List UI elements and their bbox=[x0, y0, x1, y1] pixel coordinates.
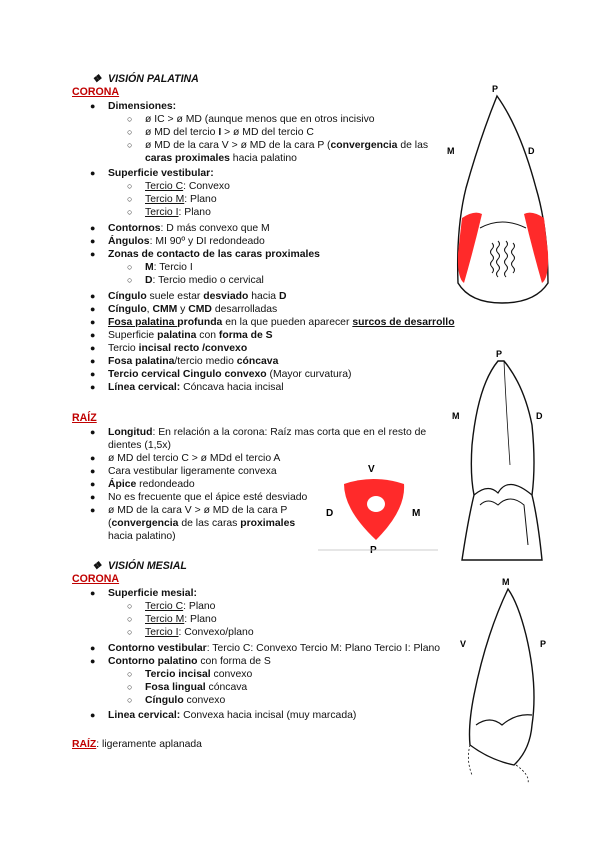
circle-icon: ○ bbox=[127, 194, 133, 204]
bullet-icon: ● bbox=[90, 588, 96, 598]
circle-icon: ○ bbox=[127, 262, 133, 272]
tooth-figure-palatal-2 bbox=[448, 345, 558, 570]
dim-item-3: ø MD de la cara V > ø MD de la cara P (convergencia de las bbox=[145, 140, 429, 151]
label-m: M bbox=[502, 577, 510, 587]
tooth-figure-mesial bbox=[450, 575, 560, 785]
bullet-icon: ● bbox=[90, 656, 96, 666]
label-m: M bbox=[447, 146, 455, 156]
sm-tercio-i: Tercio I: Convexo/plano bbox=[145, 627, 254, 638]
circle-icon: ○ bbox=[127, 601, 133, 611]
raiz-item-2: Cara vestibular ligeramente convexa bbox=[108, 466, 277, 477]
dimensiones-label: Dimensiones: bbox=[108, 101, 177, 112]
label-p: P bbox=[540, 639, 547, 649]
bullet-icon: ● bbox=[90, 505, 96, 515]
cp-fosa-lingual: Fosa lingual cóncava bbox=[145, 682, 248, 693]
circle-icon: ○ bbox=[127, 140, 133, 150]
bullet-icon: ● bbox=[90, 343, 96, 353]
tooth-figure-palatal bbox=[440, 78, 565, 313]
bullet-icon: ● bbox=[90, 168, 96, 178]
circle-icon: ○ bbox=[127, 181, 133, 191]
sm-tercio-c: Tercio C: Plano bbox=[145, 601, 216, 612]
diamond-icon: ❖ bbox=[92, 560, 102, 572]
superficie-palatina: Superficie palatina con forma de S bbox=[108, 330, 273, 341]
circle-icon: ○ bbox=[127, 682, 133, 692]
sv-tercio-c: Tercio C: Convexo bbox=[145, 181, 230, 192]
sup-mesial-label: Superficie mesial: bbox=[108, 588, 197, 599]
circle-icon: ○ bbox=[127, 627, 133, 637]
label-m: M bbox=[412, 508, 421, 519]
bullet-icon: ● bbox=[90, 643, 96, 653]
section-heading-mesial: VISIÓN MESIAL bbox=[108, 560, 187, 572]
sup-vestibular-label: Superficie vestibular: bbox=[108, 168, 214, 179]
raiz-item-5: ø MD de la cara V > ø MD de la cara P bbox=[108, 505, 288, 516]
sm-tercio-m: Tercio M: Plano bbox=[145, 614, 217, 625]
bullet-icon: ● bbox=[90, 710, 96, 720]
bullet-icon: ● bbox=[90, 466, 96, 476]
tooth-outline bbox=[462, 361, 542, 560]
circle-icon: ○ bbox=[127, 275, 133, 285]
tercio-cervical: Tercio cervical Cingulo convexo (Mayor curvatura) bbox=[108, 369, 352, 380]
dim-item-3-cont: caras proximales hacia palatino bbox=[145, 153, 297, 164]
dim-item-2: ø MD del tercio I > ø MD del tercio C bbox=[145, 127, 314, 138]
pulp-canal bbox=[367, 496, 385, 512]
label-m: M bbox=[452, 411, 460, 421]
label-d: D bbox=[326, 508, 334, 519]
contornos: Contornos: D más convexo que M bbox=[108, 223, 270, 234]
longitud-cont: dientes (1,5x) bbox=[108, 440, 171, 451]
root-cross-section bbox=[318, 460, 438, 555]
cingulo-desviado: Cíngulo suele estar desviado hacia D bbox=[108, 291, 287, 302]
section-heading-palatina: VISIÓN PALATINA bbox=[108, 73, 199, 85]
label-v: V bbox=[460, 639, 467, 649]
sv-tercio-i: Tercio I: Plano bbox=[145, 207, 211, 218]
cingulo-cmm-cmd: Cíngulo, CMM y CMD desarrolladas bbox=[108, 304, 278, 315]
zonas-contacto: Zonas de contacto de las caras proximales bbox=[108, 249, 320, 260]
bullet-icon: ● bbox=[90, 101, 96, 111]
dim-item-1: ø IC > ø MD (aunque menos que en otros incisivo bbox=[145, 114, 375, 125]
zona-m: M: Tercio I bbox=[145, 262, 193, 273]
bullet-icon: ● bbox=[90, 223, 96, 233]
circle-icon: ○ bbox=[127, 669, 133, 679]
contorno-vestibular: Contorno vestibular: Tercio C: Convexo Tercio M: Plano Tercio I: Plano bbox=[108, 643, 441, 654]
raiz-item-5-cont: (convergencia de las caras proximales bbox=[108, 518, 296, 529]
linea-cervical-1: Línea cervical: Cóncava hacia incisal bbox=[108, 382, 284, 393]
label-v: V bbox=[368, 464, 375, 475]
bullet-icon: ● bbox=[90, 492, 96, 502]
circle-icon: ○ bbox=[127, 207, 133, 217]
zona-d: D: Tercio medio o cervical bbox=[145, 275, 264, 286]
bullet-icon: ● bbox=[90, 236, 96, 246]
bullet-icon: ● bbox=[90, 291, 96, 301]
label-p: P bbox=[492, 84, 499, 94]
bullet-icon: ● bbox=[90, 304, 96, 314]
bullet-icon: ● bbox=[90, 317, 96, 327]
bullet-icon: ● bbox=[90, 330, 96, 340]
bullet-icon: ● bbox=[90, 453, 96, 463]
raiz-item-4: No es frecuente que el ápice esté desviado bbox=[108, 492, 308, 503]
circle-icon: ○ bbox=[127, 614, 133, 624]
circle-icon: ○ bbox=[127, 695, 133, 705]
corona-heading: CORONA bbox=[72, 86, 120, 98]
cp-tercio-incisal: Tercio incisal convexo bbox=[145, 669, 253, 680]
raiz-aplanada: RAÍZ: ligeramente aplanada bbox=[72, 739, 202, 750]
raiz-heading: RAÍZ bbox=[72, 412, 97, 424]
label-d: D bbox=[528, 146, 535, 156]
cp-cingulo: Cíngulo convexo bbox=[145, 695, 226, 706]
bullet-icon: ● bbox=[90, 427, 96, 437]
fosa-palatina-profunda: Fosa palatina profunda en la que pueden aparecer surcos de desarrollo bbox=[108, 317, 455, 328]
tooth-outline bbox=[458, 96, 548, 303]
bullet-icon: ● bbox=[90, 356, 96, 366]
label-p: P bbox=[496, 349, 503, 359]
bullet-icon: ● bbox=[90, 382, 96, 392]
raiz-item-1: ø MD del tercio C > ø MDd el tercio A bbox=[108, 453, 281, 464]
label-p: P bbox=[370, 545, 377, 555]
diamond-icon: ❖ bbox=[92, 73, 102, 85]
contorno-palatino: Contorno palatino con forma de S bbox=[108, 656, 271, 667]
sv-tercio-m: Tercio M: Plano bbox=[145, 194, 217, 205]
linea-cervical-2: Linea cervical: Convexa hacia incisal (muy marcada) bbox=[108, 710, 357, 721]
tercio-incisal: Tercio incisal recto /convexo bbox=[108, 343, 248, 354]
bullet-icon: ● bbox=[90, 479, 96, 489]
circle-icon: ○ bbox=[127, 114, 133, 124]
circle-icon: ○ bbox=[127, 127, 133, 137]
label-d: D bbox=[536, 411, 543, 421]
longitud: Longitud: En relación a la corona: Raíz mas corta que en el resto de bbox=[108, 427, 427, 438]
tooth-outline bbox=[470, 589, 535, 765]
raiz-item-5-cont2: hacia palatino) bbox=[108, 531, 176, 542]
corona-heading-2: CORONA bbox=[72, 573, 120, 585]
bullet-icon: ● bbox=[90, 369, 96, 379]
bullet-icon: ● bbox=[90, 249, 96, 259]
raiz-item-3: Ápice redondeado bbox=[108, 479, 195, 490]
fosa-palatina-concava: Fosa palatina/tercio medio cóncava bbox=[108, 356, 279, 367]
angulos: Ángulos: MI 90º y DI redondeado bbox=[108, 236, 265, 247]
